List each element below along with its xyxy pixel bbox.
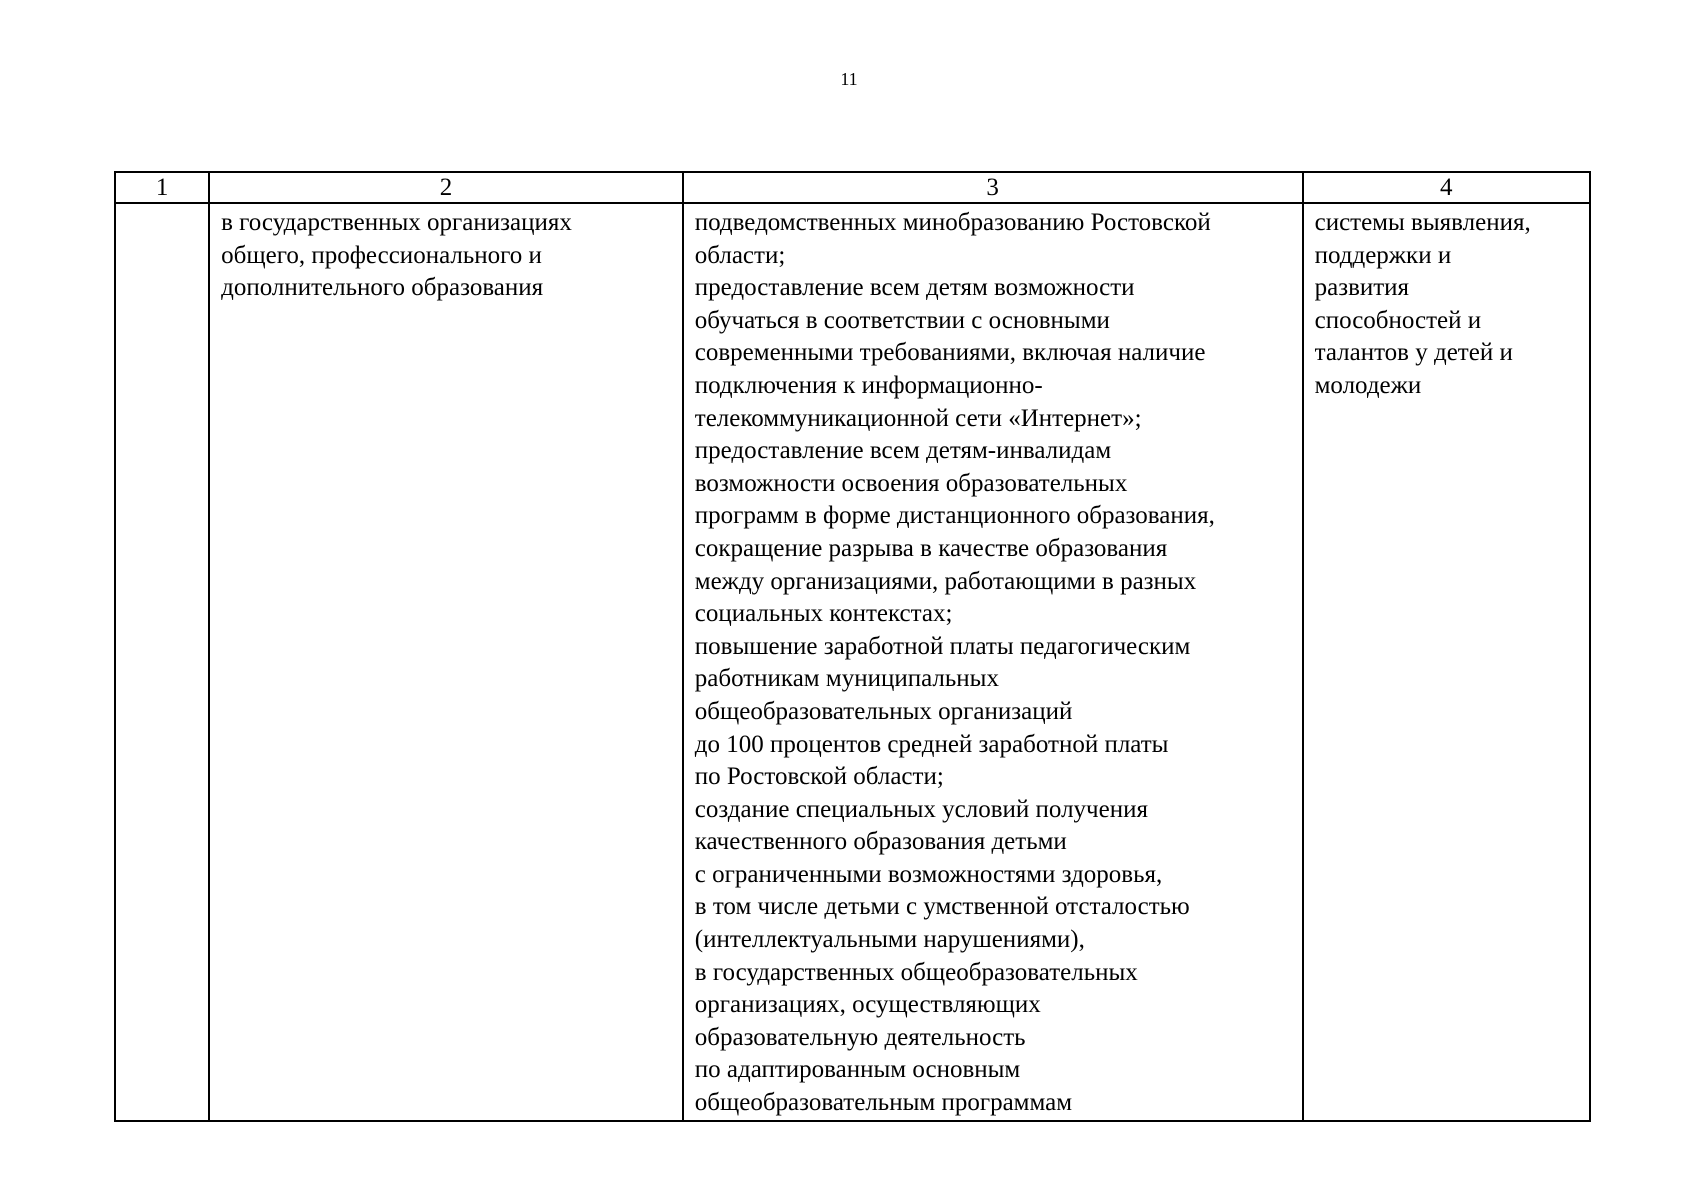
page-number: 11 xyxy=(840,69,858,89)
cell-text-line: по адаптированным основным xyxy=(694,1056,1021,1084)
cell-text-line: способностей и xyxy=(1314,306,1482,334)
cell-text-line: с ограниченными возможностями здоровья, xyxy=(694,860,1163,888)
table-header-row xyxy=(115,172,1590,203)
cell-text-line: общеобразовательным программам xyxy=(694,1089,1073,1117)
cell-text-line: предоставление всем детям возможности xyxy=(694,274,1135,302)
column-header-4: 4 xyxy=(1303,172,1590,203)
cell-text-line: программ в форме дистанционного образования, xyxy=(694,502,1215,530)
cell-text-line: социальных контекстах; xyxy=(694,600,953,628)
content-table xyxy=(114,171,1591,1122)
cell-text-line: в государственных общеобразовательных xyxy=(694,958,1138,986)
cell-text-line: сокращение разрыва в качестве образования xyxy=(694,534,1168,562)
cell-text-line: предоставление всем детям-инвалидам xyxy=(694,437,1112,465)
cell-text-line: системы выявления, xyxy=(1314,209,1531,236)
cell-text-line: работникам муниципальных xyxy=(694,665,999,693)
cell-text-line: современными требованиями, включая наличие xyxy=(694,339,1206,367)
cell-text-line: в том числе детьми с умственной отсталостью xyxy=(694,893,1190,921)
cell-text-line: молодежи xyxy=(1314,371,1422,399)
cell-text-line: по Ростовской области; xyxy=(694,763,944,791)
cell-text-line: повышение заработной платы педагогическим xyxy=(694,632,1191,660)
cell-text-line: талантов у детей и xyxy=(1314,339,1513,367)
cell-col2 xyxy=(209,203,683,1121)
cell-text-line: поддержки и xyxy=(1314,241,1452,269)
cell-text-line: телекоммуникационной сети «Интернет»; xyxy=(694,404,1142,432)
cell-col1 xyxy=(115,203,209,1121)
cell-text-line: подведомственных минобразованию Ростовской xyxy=(694,209,1211,236)
cell-col4 xyxy=(1303,203,1590,1121)
cell-text-line: (интеллектуальными нарушениями), xyxy=(694,926,1085,954)
column-header-2: 2 xyxy=(209,172,683,203)
cell-text-line: развития xyxy=(1314,274,1410,302)
cell-col3 xyxy=(683,203,1303,1121)
cell-text-line: создание специальных условий получения xyxy=(694,795,1148,823)
cell-text-line: подключения к информационно- xyxy=(694,371,1043,399)
cell-text-line: обучаться в соответствии с основными xyxy=(694,306,1110,334)
cell-text-line: качественного образования детьми xyxy=(694,828,1067,856)
cell-text-line: дополнительного образования xyxy=(221,274,544,302)
cell-text-line: общеобразовательных организаций xyxy=(694,697,1073,725)
cell-text-line: между организациями, работающими в разных xyxy=(694,567,1197,595)
cell-text-line: до 100 процентов средней заработной платы xyxy=(694,730,1169,758)
column-header-1: 1 xyxy=(115,172,209,203)
cell-text-line: организациях, осуществляющих xyxy=(694,991,1041,1019)
cell-text-line: общего, профессионального и xyxy=(221,241,542,269)
cell-text-line: возможности освоения образовательных xyxy=(694,469,1128,497)
cell-text-line: области; xyxy=(694,241,786,269)
cell-text-line: образовательную деятельность xyxy=(694,1023,1026,1051)
table-row xyxy=(115,203,1590,1121)
cell-text-line: в государственных организациях xyxy=(221,209,572,236)
column-header-3: 3 xyxy=(683,172,1303,203)
